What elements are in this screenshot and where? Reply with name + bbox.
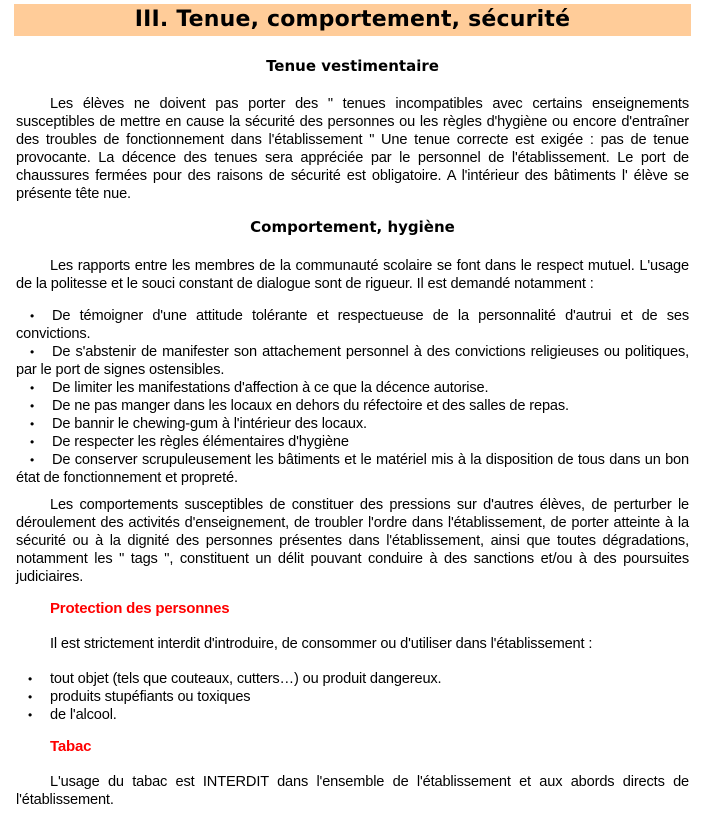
bullet-icon: •: [30, 435, 35, 449]
protection-bullet-list: [16, 670, 689, 724]
bullet-icon: •: [28, 690, 33, 704]
bullet-icon: •: [30, 453, 35, 467]
list-item: • de l'alcool.: [28, 707, 117, 723]
list-item: • De conserver scrupuleusement les bâtiments et le matériel mis à la disposition de tous dans un bon état de fonctionnement et propreté.: [16, 452, 689, 486]
paragraph-tenue: Les élèves ne doivent pas porter des " tenues incompatibles avec certains enseignements susceptibles de mettre en cause la sécurité des personnes ou les règles d'hygiène ou encore d'entraîner des troubles de fonctionnement dans l'établissement " Une tenue correcte est exigée : pas de tenue provocante. La décence des tenues sera appréciée par le personnel de l'établissement. Le port de chaussures fermées pour des raisons de sécurité est obligatoire. A l'intérieur des bâtiments l' élève se présente tête nue.: [16, 96, 689, 202]
paragraph-protection-intro: Il est strictement interdit d'introduire, de consommer ou d'utiliser dans l'établissement :: [50, 636, 593, 652]
bullet-icon: •: [28, 672, 33, 686]
list-item: • De s'abstenir de manifester son attachement personnel à des convictions religieuses ou politiques, par le port de signes ostensibles.: [16, 344, 689, 378]
list-item: • De limiter les manifestations d'affection à ce que la décence autorise.: [30, 380, 489, 396]
comportement-bullet-list: [16, 307, 689, 487]
list-item: • De bannir le chewing-gum à l'intérieur des locaux.: [30, 416, 367, 432]
bullet-icon: •: [30, 381, 35, 395]
bullet-icon: •: [30, 417, 35, 431]
subheading-protection: Protection des personnes: [50, 600, 230, 617]
page-title: III. Tenue, comportement, sécurité: [14, 4, 691, 36]
section-heading-tenue: Tenue vestimentaire: [266, 57, 439, 75]
list-item: • De témoigner d'une attitude tolérante et respectueuse de la personnalité d'autrui et de ses convictions.: [16, 308, 689, 342]
paragraph-comportement-closing: Les comportements susceptibles de constituer des pressions sur d'autres élèves, de perturber le déroulement des activités d'enseignement, de troubler l'ordre dans l'établissement, de porter atteinte à la sécurité ou à la dignité des personnes présentes dans l'établissement, ainsi que toutes dégradations, notamment les " tags ", constituent un délit pouvant conduire à des sanctions et/ou à des poursuites judiciaires.: [16, 497, 689, 585]
subheading-tabac: Tabac: [50, 738, 92, 755]
bullet-icon: •: [28, 708, 33, 722]
paragraph-comportement-intro: Les rapports entre les membres de la communauté scolaire se font dans le respect mutuel. L'usage de la politesse et le souci constant de dialogue sont de rigueur. Il est demandé notamment :: [16, 258, 689, 292]
section-heading-comportement: Comportement, hygiène: [250, 218, 455, 236]
bullet-icon: •: [30, 345, 35, 359]
bullet-icon: •: [30, 309, 35, 323]
list-item: • tout objet (tels que couteaux, cutters…) ou produit dangereux.: [28, 671, 442, 687]
paragraph-tabac: L'usage du tabac est INTERDIT dans l'ensemble de l'établissement et aux abords directs de l'établissement.: [16, 774, 689, 808]
list-item: • De respecter les règles élémentaires d'hygiène: [30, 434, 349, 450]
list-item: • De ne pas manger dans les locaux en dehors du réfectoire et des salles de repas.: [30, 398, 569, 414]
list-item: • produits stupéfiants ou toxiques: [28, 689, 251, 705]
bullet-icon: •: [30, 399, 35, 413]
